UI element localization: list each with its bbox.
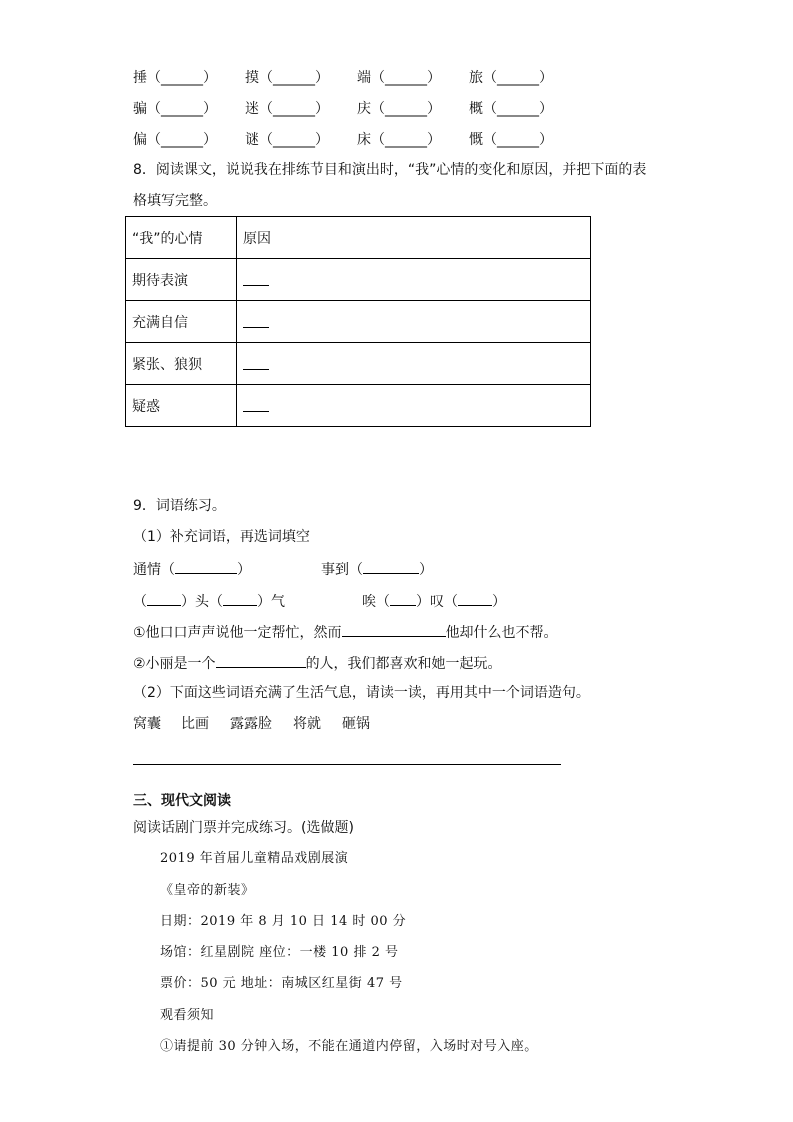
char-item <box>245 67 329 87</box>
ticket-line: 观看须知 <box>160 1008 215 1023</box>
answer-blank[interactable]: （______） <box>371 132 441 148</box>
ticket-line: 2019 年首届儿童精品戏剧展演 <box>160 851 349 866</box>
table-row <box>126 301 591 343</box>
char-item <box>133 129 217 149</box>
char: 庆 <box>357 101 371 117</box>
word-item: 砸锅 <box>342 716 370 732</box>
table-row <box>126 343 591 385</box>
word-prefix: 通情（ <box>133 562 175 578</box>
answer-blank[interactable]: （______） <box>371 101 441 117</box>
answer-line[interactable] <box>243 273 269 286</box>
sentence-blank[interactable] <box>342 622 446 637</box>
answer-blank[interactable]: （______） <box>147 70 217 86</box>
char-item <box>133 98 217 118</box>
q8-prompt-line1: 8．阅读课文，说说我在排练节目和演出时，“我”心情的变化和原因，并把下面的表 <box>133 162 647 178</box>
word-part: ）叹（ <box>416 594 458 610</box>
word-blank[interactable] <box>363 559 419 574</box>
word-blank[interactable] <box>147 591 181 606</box>
answer-blank[interactable]: （______） <box>371 70 441 86</box>
char-item <box>133 67 217 87</box>
char-row-2 <box>133 98 613 116</box>
answer-blank[interactable]: （______） <box>259 70 329 86</box>
table-header-row <box>126 217 591 259</box>
char-row-3 <box>133 129 613 147</box>
word-part: （ <box>133 594 147 610</box>
answer-blank[interactable]: （______） <box>259 101 329 117</box>
word-blank[interactable] <box>390 591 416 606</box>
word-fill-4 <box>362 591 506 611</box>
mood-table <box>125 216 591 427</box>
word-item: 比画 <box>181 716 209 732</box>
char: 谜 <box>245 132 259 148</box>
char: 捶 <box>133 70 147 86</box>
ticket-line: 票价：50 元 地址：南城区红星街 47 号 <box>160 976 403 991</box>
answer-line[interactable] <box>243 399 269 412</box>
q9-title: 9．词语练习。 <box>133 498 226 514</box>
section-heading: 三、现代文阅读 <box>133 793 231 809</box>
answer-line[interactable] <box>133 764 561 765</box>
word-fill-2 <box>321 559 433 579</box>
header-reason: 原因 <box>237 217 591 259</box>
q9-sub2: （2）下面这些词语充满了生活气息，请读一读，再用其中一个词语造句。 <box>133 685 590 701</box>
char: 旅 <box>469 70 483 86</box>
char: 慨 <box>469 132 483 148</box>
word-part: ）头（ <box>181 594 223 610</box>
sentence-blank[interactable] <box>216 653 306 668</box>
word-suffix: ） <box>237 562 251 578</box>
char-item <box>245 98 329 118</box>
char-item <box>357 98 441 118</box>
answer-blank[interactable]: （______） <box>483 132 553 148</box>
char-item <box>469 67 553 87</box>
word-item: 将就 <box>293 716 321 732</box>
answer-blank[interactable]: （______） <box>259 132 329 148</box>
answer-blank[interactable]: （______） <box>147 132 217 148</box>
fill-sentence-1 <box>133 622 558 642</box>
reason-cell[interactable] <box>237 301 591 343</box>
section-intro: 阅读话剧门票并完成练习。(选做题) <box>133 820 354 836</box>
header-mood: “我”的心情 <box>126 217 237 259</box>
answer-blank[interactable]: （______） <box>147 101 217 117</box>
word-fill-3 <box>133 591 285 611</box>
char-item <box>469 129 553 149</box>
char: 摸 <box>245 70 259 86</box>
sentence-suffix: 的人，我们都喜欢和她一起玩。 <box>305 656 502 672</box>
char: 迷 <box>245 101 259 117</box>
word-item: 窝囊 <box>133 716 161 732</box>
reason-cell[interactable] <box>237 259 591 301</box>
word-blank[interactable] <box>223 591 257 606</box>
table-row <box>126 385 591 427</box>
ticket-line: 日期：2019 年 8 月 10 日 14 时 00 分 <box>160 914 407 929</box>
answer-blank[interactable]: （______） <box>483 70 553 86</box>
word-blank[interactable] <box>458 591 492 606</box>
char-item <box>245 129 329 149</box>
word-part: ）气 <box>257 594 285 610</box>
mood-cell: 充满自信 <box>126 301 237 343</box>
word-fill-1 <box>133 559 251 579</box>
sentence-prefix: ②小丽是一个 <box>133 656 216 672</box>
char-item <box>357 129 441 149</box>
reason-cell[interactable] <box>237 343 591 385</box>
word-prefix: 事到（ <box>321 562 363 578</box>
ticket-line: 场馆：红星剧院 座位：一楼 10 排 2 号 <box>160 945 399 960</box>
q8-prompt-line2: 格填写完整。 <box>133 193 217 209</box>
char: 床 <box>357 132 371 148</box>
word-suffix: ） <box>419 562 433 578</box>
word-item: 露露脸 <box>230 716 272 732</box>
sentence-prefix: ①他口口声声说他一定帮忙，然而 <box>133 625 342 641</box>
ticket-line: ①请提前 30 分钟入场，不能在通道内停留，入场时对号入座。 <box>160 1039 538 1054</box>
word-part: 唉（ <box>362 594 390 610</box>
answer-blank[interactable]: （______） <box>483 101 553 117</box>
mood-cell: 紧张、狼狈 <box>126 343 237 385</box>
word-blank[interactable] <box>175 559 237 574</box>
table-row <box>126 259 591 301</box>
answer-line[interactable] <box>243 357 269 370</box>
char: 偏 <box>133 132 147 148</box>
fill-sentence-2 <box>133 653 502 673</box>
answer-line[interactable] <box>243 315 269 328</box>
char: 端 <box>357 70 371 86</box>
q9-sub1: （1）补充词语，再选词填空 <box>133 529 310 545</box>
reason-cell[interactable] <box>237 385 591 427</box>
char-row-1 <box>133 67 613 85</box>
sentence-suffix: 他却什么也不帮。 <box>445 625 558 641</box>
word-part: ） <box>492 594 506 610</box>
ticket-line: 《皇帝的新装》 <box>160 883 255 898</box>
mood-cell: 期待表演 <box>126 259 237 301</box>
char: 骗 <box>133 101 147 117</box>
char-item <box>469 98 553 118</box>
mood-cell: 疑惑 <box>126 385 237 427</box>
char: 概 <box>469 101 483 117</box>
char-item <box>357 67 441 87</box>
